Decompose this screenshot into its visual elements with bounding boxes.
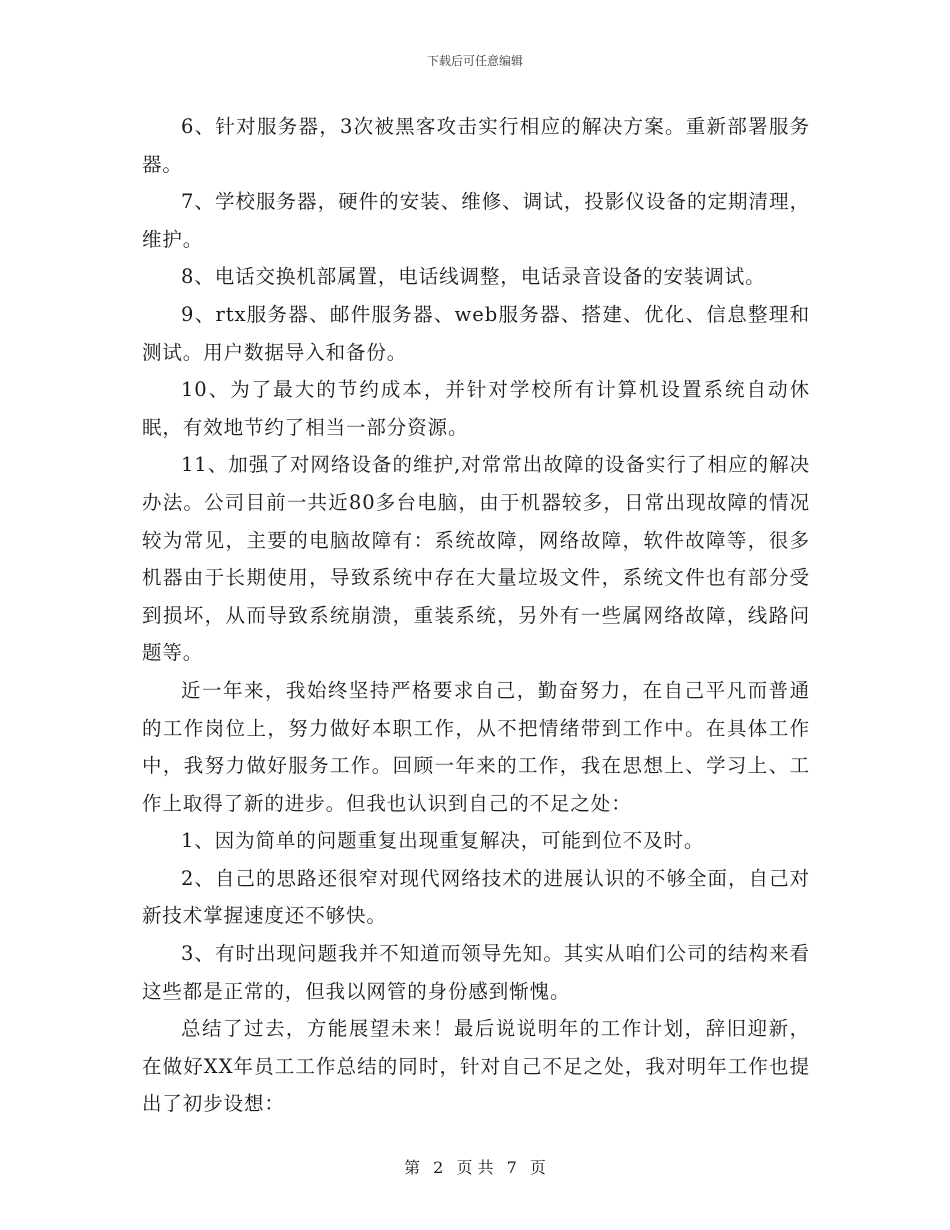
page-header-note: 下载后可任意编辑 <box>426 54 523 68</box>
footer-total-pages: 7 <box>506 1158 517 1177</box>
paragraph-item-10: 10、为了最大的节约成本，并针对学校所有计算机设置系统自动休眠，有效地节约了相当一部分资源。 <box>142 378 810 439</box>
page-footer <box>0 1155 950 1178</box>
paragraph-shortcoming-2: 2、自己的思路还很窄对现代网络技术的进展认识的不够全面，自己对新技术掌握速度还不够快。 <box>142 866 810 928</box>
footer-suffix: 页 <box>529 1158 546 1177</box>
paragraph-shortcoming-3: 3、有时出现问题我并不知道而领导先知。其实从咱们公司的结构来看这些都是正常的，但我以网管的身份感到惭愧。 <box>142 942 810 1003</box>
footer-middle: 页 共 <box>456 1158 494 1177</box>
paragraph-item-7: 7、学校服务器，硬件的安装、维修、调试，投影仪设备的定期清理，维护。 <box>142 190 810 251</box>
paragraph-item-9: 9、rtx服务器、邮件服务器、web服务器、搭建、优化、信息整理和测试。用户数据导入和备份。 <box>142 302 810 364</box>
paragraph-conclusion: 总结了过去，方能展望未来！最后说说明年的工作计划，辞旧迎新，在做好XX年员工工作总结的同时，针对自己不足之处，我对明年工作也提出了初步设想： <box>142 1017 810 1116</box>
paragraph-shortcoming-1: 1、因为简单的问题重复出现重复解决，可能到位不及时。 <box>181 829 705 853</box>
paragraph-item-6: 6、针对服务器，3次被黑客攻击实行相应的解决方案。重新部署服务器。 <box>142 115 810 176</box>
document-body <box>142 108 810 1123</box>
paragraph-item-8: 8、电话交换机部属置，电话线调整，电话录音设备的安装调试。 <box>181 265 766 289</box>
paragraph-review: 近一年来，我始终坚持严格要求自己，勤奋努力，在自己平凡而普通的工作岗位上，努力做好本职工作，从不把情绪带到工作中。在具体工作中，我努力做好服务工作。回顾一年来的工作，我在思想上、学习上、工作上取得了新的进步。但我也认识到自己的不足之处： <box>142 678 810 815</box>
footer-prefix: 第 <box>404 1158 421 1177</box>
paragraph-item-11: 11、加强了对网络设备的维护,对常常出故障的设备实行了相应的解决办法。公司目前一共近80多台电脑，由于机器较多，日常出现故障的情况较为常见，主要的电脑故障有：系统故障，网络故障，软件故障等，很多机器由于长期使用，导致系统中存在大量垃圾文件，系统文件也有部分受到损坏，从而导致系统崩溃，重装系统，另外有一些属网络故障，线路问题等。 <box>142 453 810 665</box>
footer-page-number: 2 <box>433 1158 444 1177</box>
